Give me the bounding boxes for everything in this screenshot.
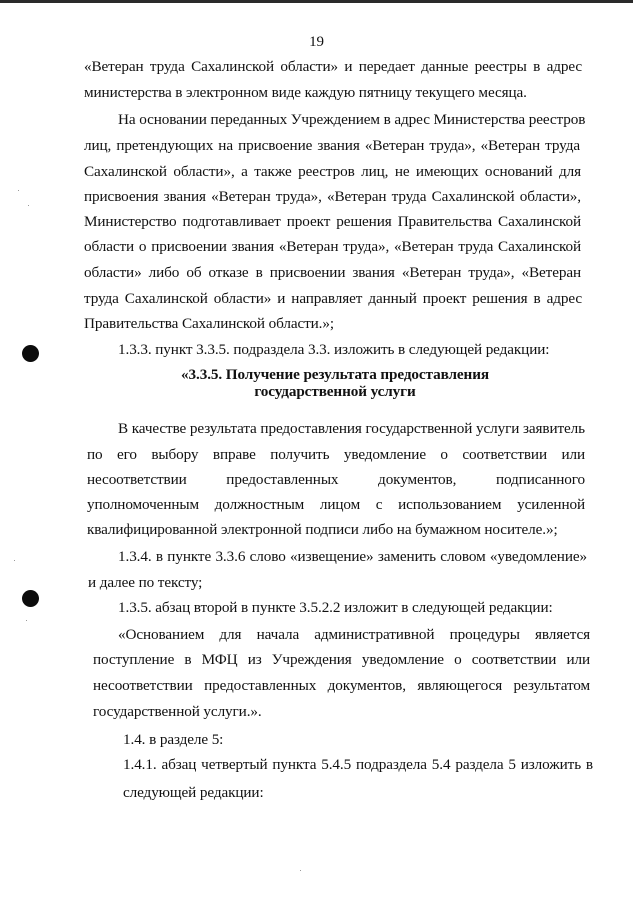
text-line: несоответствии предоставленных документов, являющегося результатом [93, 677, 590, 694]
text-line: области» либо об отказе в присвоении звания «Ветеран труда», «Ветеран [84, 264, 581, 281]
text-line: Сахалинской области», а также реестров лиц, не имеющих оснований для [84, 163, 581, 180]
text-line: и далее по тексту; [88, 574, 203, 591]
page-number: 19 [309, 34, 324, 50]
section-heading-line: «3.3.5. Получение результата предоставления [181, 366, 489, 383]
text-line: несоответствии предоставленных документов, подписанного [87, 471, 585, 488]
text-line: 1.3.3. пункт 3.3.5. подраздела 3.3. изложить в следующей редакции: [118, 341, 550, 358]
scan-speck [300, 870, 301, 871]
text-line: области о присвоении звания «Ветеран труда», «Ветеран труда Сахалинской [84, 238, 581, 255]
text-line: «Ветеран труда Сахалинской области» и передает данные реестры в адрес [84, 58, 582, 75]
text-line: поступление в МФЦ из Учреждения уведомление о соответствии или [93, 651, 590, 668]
scan-speck [18, 190, 19, 191]
text-line: 1.3.5. абзац второй в пункте 3.5.2.2 изложит в следующей редакции: [118, 599, 553, 616]
text-line: 1.4.1. абзац четвертый пункта 5.4.5 подраздела 5.4 раздела 5 изложить в [123, 756, 593, 773]
section-heading-line: государственной услуги [254, 383, 416, 400]
text-line: министерства в электронном виде каждую пятницу текущего месяца. [84, 84, 527, 101]
text-line: лиц, претендующих на присвоение звания «Ветеран труда», «Ветеран труда [84, 137, 580, 154]
punch-hole-bottom [22, 590, 39, 607]
text-line: квалифицированной электронной подписи либо на бумажном носителе.»; [87, 521, 558, 538]
scan-speck [28, 205, 29, 206]
text-line: В качестве результата предоставления государственной услуги заявитель [118, 420, 585, 437]
text-line: Правительства Сахалинской области.»; [84, 315, 334, 332]
text-line: государственной услуги.». [93, 703, 262, 720]
text-line: Министерство подготавливает проект решения Правительства Сахалинской [84, 213, 581, 230]
text-line: уполномоченным должностным лицом с использованием усиленной [87, 496, 585, 513]
scan-speck [14, 560, 15, 561]
text-line: по его выбору вправе получить уведомление о соответствии или [87, 446, 585, 463]
text-line: На основании переданных Учреждением в адрес Министерства реестров [118, 111, 586, 128]
scan-speck [26, 620, 27, 621]
text-line: следующей редакции: [123, 784, 264, 801]
punch-hole-top [22, 345, 39, 362]
text-line: «Основанием для начала административной процедуры является [118, 626, 590, 643]
text-line: труда Сахалинской области» и направляет данный проект решения в адрес [84, 290, 582, 307]
page-top-edge [0, 0, 633, 3]
text-line: присвоения звания «Ветеран труда», «Ветеран труда Сахалинской области», [84, 188, 581, 205]
text-line: 1.3.4. в пункте 3.3.6 слово «извещение» заменить словом «уведомление» [118, 548, 587, 565]
text-line: 1.4. в разделе 5: [123, 731, 224, 748]
